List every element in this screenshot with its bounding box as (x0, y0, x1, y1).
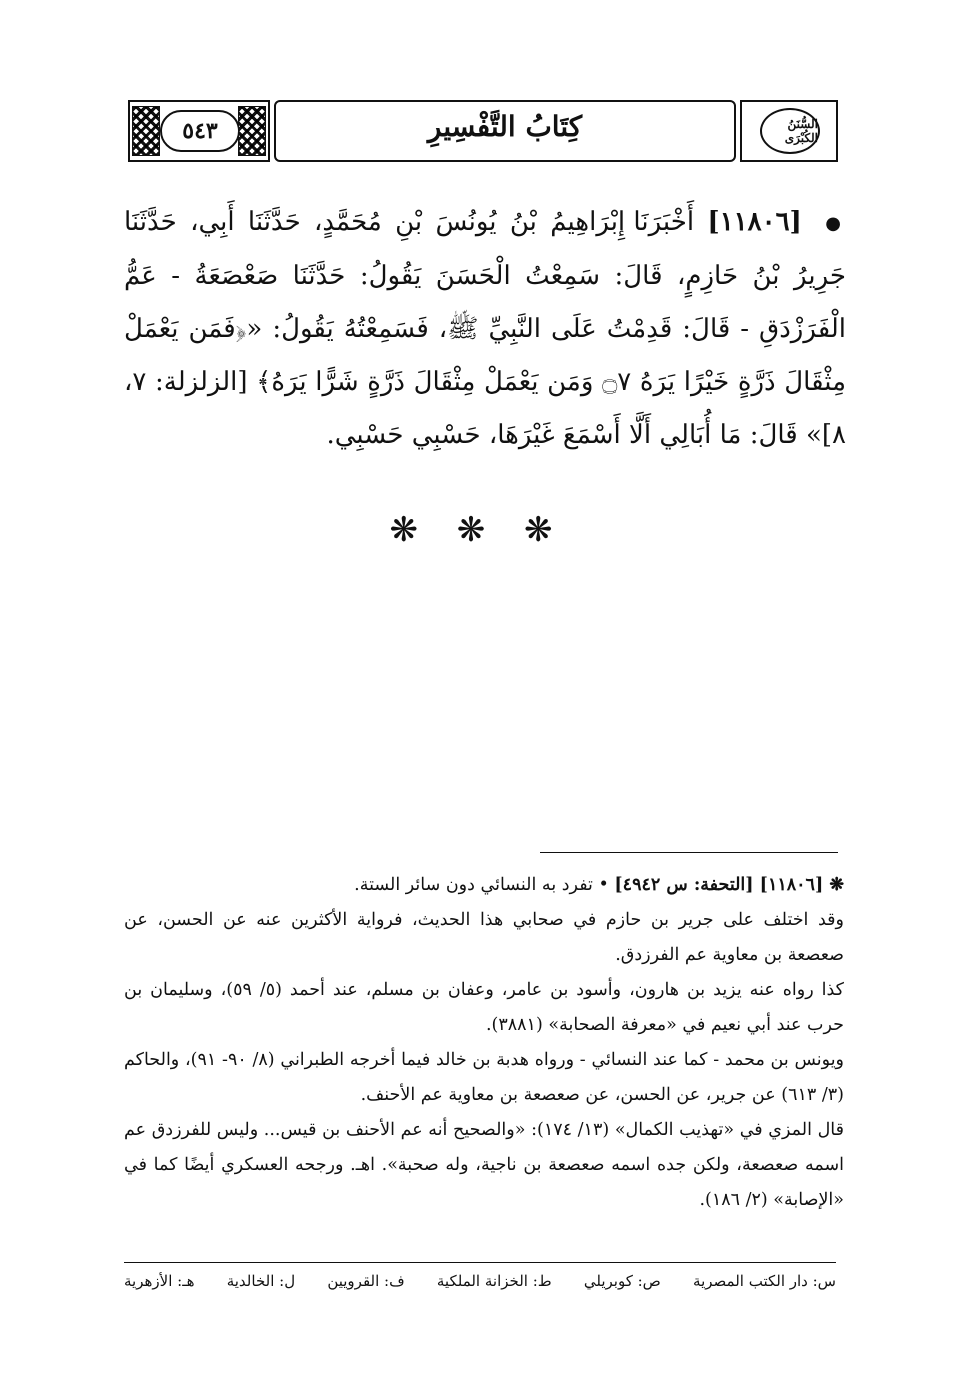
abbrev-item: ط: الخزانة الملكية (436, 1272, 552, 1290)
abbrev-item: هـ: الأزهرية (124, 1272, 195, 1290)
footnote-text: كذا رواه عنه يزيد بن هارون، وأسود بن عامر، وعفان بن مسلم، عند أحمد (٥/ ٥٩)، وسليمان بن حرب عند أبي نعيم في «معرفة الصحابة» (٣٨٨١). (124, 980, 844, 1035)
footnote-line (124, 868, 844, 903)
page-number-frame (128, 100, 270, 162)
footnote-text: قال المزي في «تهذيب الكمال» (١٣/ ١٧٤): «والصحيح أنه عم الأحنف بن قيس... وليس للفرزدق عم اسمه صعصعة، ولكن جده اسمه صعصعة بن ناجية، وله صحبة». اهـ. ورجحه العسكري أيضًا كما في «الإصابة» (٢/ ١٨٦). (124, 1120, 844, 1210)
abbreviation-rule (124, 1262, 836, 1263)
abbrev-item: ص: كوبريلي (583, 1272, 661, 1290)
footnote-line (124, 1043, 844, 1113)
section-separator: ❋ ❋ ❋ (389, 510, 567, 550)
footnote-rule (540, 852, 838, 853)
footnote-text: وقد اختلف على جرير بن حازم في صحابي هذا الحديث، فرواية الأكثرين عنه عن الحسن، عن صعصعة بن معاوية عم الفرزدق. (124, 910, 844, 965)
footnote-line (124, 973, 844, 1043)
abbrev-item: ف: القرويين (327, 1272, 405, 1290)
ornament-right-icon (238, 106, 266, 156)
footnote-reference: ❋ [١١٨٠٦] [التحفة: س ٤٩٤٢] (614, 875, 844, 895)
footnote-line (124, 1113, 844, 1218)
footnote-text: ويونس بن محمد - كما عند النسائي - ورواه هدبة بن خالد فيما أخرجه الطبراني (٨/ ٩٠- ٩١)، والحاكم (٣/ ٦١٣) عن جرير، عن الحسن، عن صعصعة بن معاوية عم الأحنف. (124, 1050, 845, 1105)
footnotes (124, 868, 844, 1218)
page-header (128, 100, 838, 160)
abbrev-item: ل: الخالدية (226, 1272, 296, 1290)
manuscript-key (124, 1268, 836, 1294)
book-emblem-icon: السُّنَنُ الكُبْرَى (760, 108, 820, 154)
footnote-line (124, 903, 844, 973)
bullet-icon: ● (825, 212, 846, 234)
page-number: ٥٤٣ (160, 110, 240, 152)
hadith-paragraph (124, 196, 846, 462)
footnote-text: • تفرد به النسائي دون سائر الستة. (354, 875, 609, 895)
abbrev-item: س: دار الكتب المصرية (693, 1272, 836, 1290)
hadith-text: أَخْبَرَنَا إِبْرَاهِيمُ بْنُ يُونُسَ بْنِ مُحَمَّدٍ، حَدَّثَنَا أَبِي، حَدَّثَنَا جَرِيرُ بْنُ حَازِمٍ، قَالَ: سَمِعْتُ الْحَسَنَ يَقُولُ: حَدَّثَنَا صَعْصَعَةُ - عَمُّ الْفَرَزْدَقِ - قَالَ: قَدِمْتُ عَلَى النَّبِيِّ ﷺ، فَسَمِعْتُهُ يَقُولُ: «﴿فَمَن يَعْمَلْ مِثْقَالَ ذَرَّةٍ خَيْرًا يَرَهُ ۝٧ وَمَن يَعْمَلْ مِثْقَالَ ذَرَّةٍ شَرًّا يَرَهُ﴾ [الزلزلة: ٧، ٨]» قَالَ: مَا أُبَالِي أَلَّا أَسْمَعَ غَيْرَهَا، حَسْبِي حَسْبِي. (124, 207, 846, 450)
hadith-body (124, 196, 846, 462)
ornament-left-icon (132, 106, 160, 156)
hadith-number: [١١٨٠٦] (707, 207, 802, 237)
emblem-frame (740, 100, 838, 162)
title-frame (274, 100, 736, 162)
running-title: كِتَابُ التَّفْسِيرِ (427, 110, 583, 143)
